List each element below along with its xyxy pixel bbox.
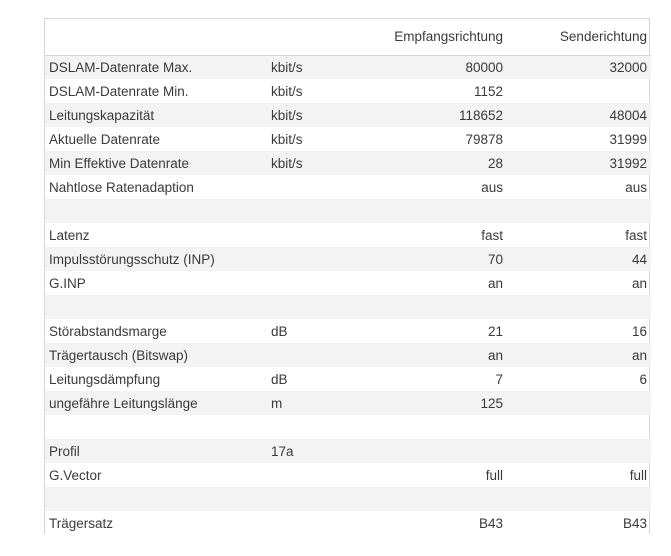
row-unit xyxy=(267,247,387,271)
row-rx-value: aus xyxy=(481,179,503,195)
row-tx-value: 31992 xyxy=(609,155,647,171)
row-tx-value: 44 xyxy=(631,251,647,267)
row-rx-value: full xyxy=(485,467,503,483)
row-name: G.INP xyxy=(49,275,86,291)
row-name xyxy=(45,415,267,439)
row-tx-value xyxy=(507,487,651,511)
row-rx-value: B43 xyxy=(478,515,503,531)
table-row xyxy=(45,439,651,463)
row-name: Trägersatz xyxy=(49,515,114,531)
row-rx-value: 79878 xyxy=(465,131,503,147)
row-rx-value: an xyxy=(487,347,503,363)
row-name xyxy=(45,487,267,511)
row-unit: dB xyxy=(271,371,288,387)
row-rx-value: 7 xyxy=(495,371,503,387)
table-row xyxy=(45,463,651,487)
row-unit xyxy=(267,511,387,535)
row-tx-value: an xyxy=(631,347,647,363)
table-row xyxy=(45,175,651,199)
table-row xyxy=(45,487,651,511)
row-tx-value: 16 xyxy=(631,323,647,339)
row-unit xyxy=(267,487,387,511)
table-header-row xyxy=(45,19,651,55)
row-name: G.Vector xyxy=(49,467,102,483)
row-tx-value: 48004 xyxy=(609,107,647,123)
row-unit xyxy=(267,175,387,199)
row-unit xyxy=(267,295,387,319)
header-empfangsrichtung: Empfangsrichtung xyxy=(394,29,503,45)
row-name: DSLAM-Datenrate Min. xyxy=(49,83,189,99)
row-name: Leitungskapazität xyxy=(49,107,155,123)
header-name xyxy=(45,19,267,55)
row-unit xyxy=(267,415,387,439)
row-rx-value: an xyxy=(487,275,503,291)
row-rx-value xyxy=(387,439,507,463)
row-name: Leitungsdämpfung xyxy=(49,371,161,387)
row-rx-value: 125 xyxy=(480,395,503,411)
row-tx-value: full xyxy=(629,467,647,483)
row-tx-value: B43 xyxy=(622,515,647,531)
row-tx-value xyxy=(507,79,651,103)
dsl-info-table xyxy=(45,19,651,535)
row-tx-value xyxy=(507,391,651,415)
row-name: Min Effektive Datenrate xyxy=(49,155,190,171)
table-row xyxy=(45,367,651,391)
table-row xyxy=(45,295,651,319)
row-rx-value: fast xyxy=(481,227,503,243)
row-unit xyxy=(267,463,387,487)
row-unit: kbit/s xyxy=(271,155,303,171)
row-tx-value xyxy=(507,199,651,223)
table-row xyxy=(45,247,651,271)
row-tx-value xyxy=(507,439,651,463)
row-unit xyxy=(267,199,387,223)
row-unit xyxy=(267,343,387,367)
row-name: Impulsstörungsschutz (INP) xyxy=(49,251,215,267)
row-rx-value xyxy=(387,295,507,319)
row-rx-value: 1152 xyxy=(473,83,503,99)
table-row xyxy=(45,319,651,343)
row-rx-value: 118652 xyxy=(458,107,503,123)
row-name: Profil xyxy=(49,443,80,459)
row-name: Aktuelle Datenrate xyxy=(49,131,161,147)
dsl-info-table-frame xyxy=(44,18,650,534)
row-tx-value xyxy=(507,295,651,319)
header-unit xyxy=(267,19,387,55)
row-name: Latenz xyxy=(49,227,90,243)
row-tx-value: an xyxy=(631,275,647,291)
row-unit: dB xyxy=(271,323,288,339)
row-unit: kbit/s xyxy=(271,83,303,99)
row-rx-value xyxy=(387,199,507,223)
table-row xyxy=(45,127,651,151)
row-name: Trägertausch (Bitswap) xyxy=(49,347,189,363)
row-name: DSLAM-Datenrate Max. xyxy=(49,59,193,75)
row-tx-value: 31999 xyxy=(609,131,647,147)
table-row xyxy=(45,79,651,103)
header-senderichtung: Senderichtung xyxy=(559,29,647,45)
table-row xyxy=(45,103,651,127)
row-rx-value: 70 xyxy=(487,251,503,267)
table-row xyxy=(45,343,651,367)
row-tx-value: fast xyxy=(625,227,647,243)
table-row xyxy=(45,391,651,415)
row-name: ungefähre Leitungslänge xyxy=(49,395,198,411)
row-unit xyxy=(267,223,387,247)
row-name: Störabstandsmarge xyxy=(49,323,167,339)
row-unit: kbit/s xyxy=(271,59,303,75)
row-rx-value xyxy=(387,415,507,439)
row-name xyxy=(45,199,267,223)
row-tx-value: 6 xyxy=(639,371,647,387)
row-rx-value: 21 xyxy=(487,323,503,339)
row-name xyxy=(45,295,267,319)
table-row xyxy=(45,55,651,79)
row-rx-value: 28 xyxy=(487,155,503,171)
table-row xyxy=(45,415,651,439)
table-row xyxy=(45,223,651,247)
table-row xyxy=(45,151,651,175)
table-row xyxy=(45,199,651,223)
table-row xyxy=(45,271,651,295)
row-tx-value xyxy=(507,415,651,439)
row-unit: kbit/s xyxy=(271,107,303,123)
row-unit: 17a xyxy=(271,443,294,459)
row-unit xyxy=(267,271,387,295)
row-rx-value: 80000 xyxy=(465,59,503,75)
table-row xyxy=(45,511,651,535)
row-tx-value: 32000 xyxy=(609,59,647,75)
row-name: Nahtlose Ratenadaption xyxy=(49,179,194,195)
row-unit: kbit/s xyxy=(271,131,303,147)
row-rx-value xyxy=(387,487,507,511)
row-unit: m xyxy=(271,395,283,411)
row-tx-value: aus xyxy=(625,179,647,195)
